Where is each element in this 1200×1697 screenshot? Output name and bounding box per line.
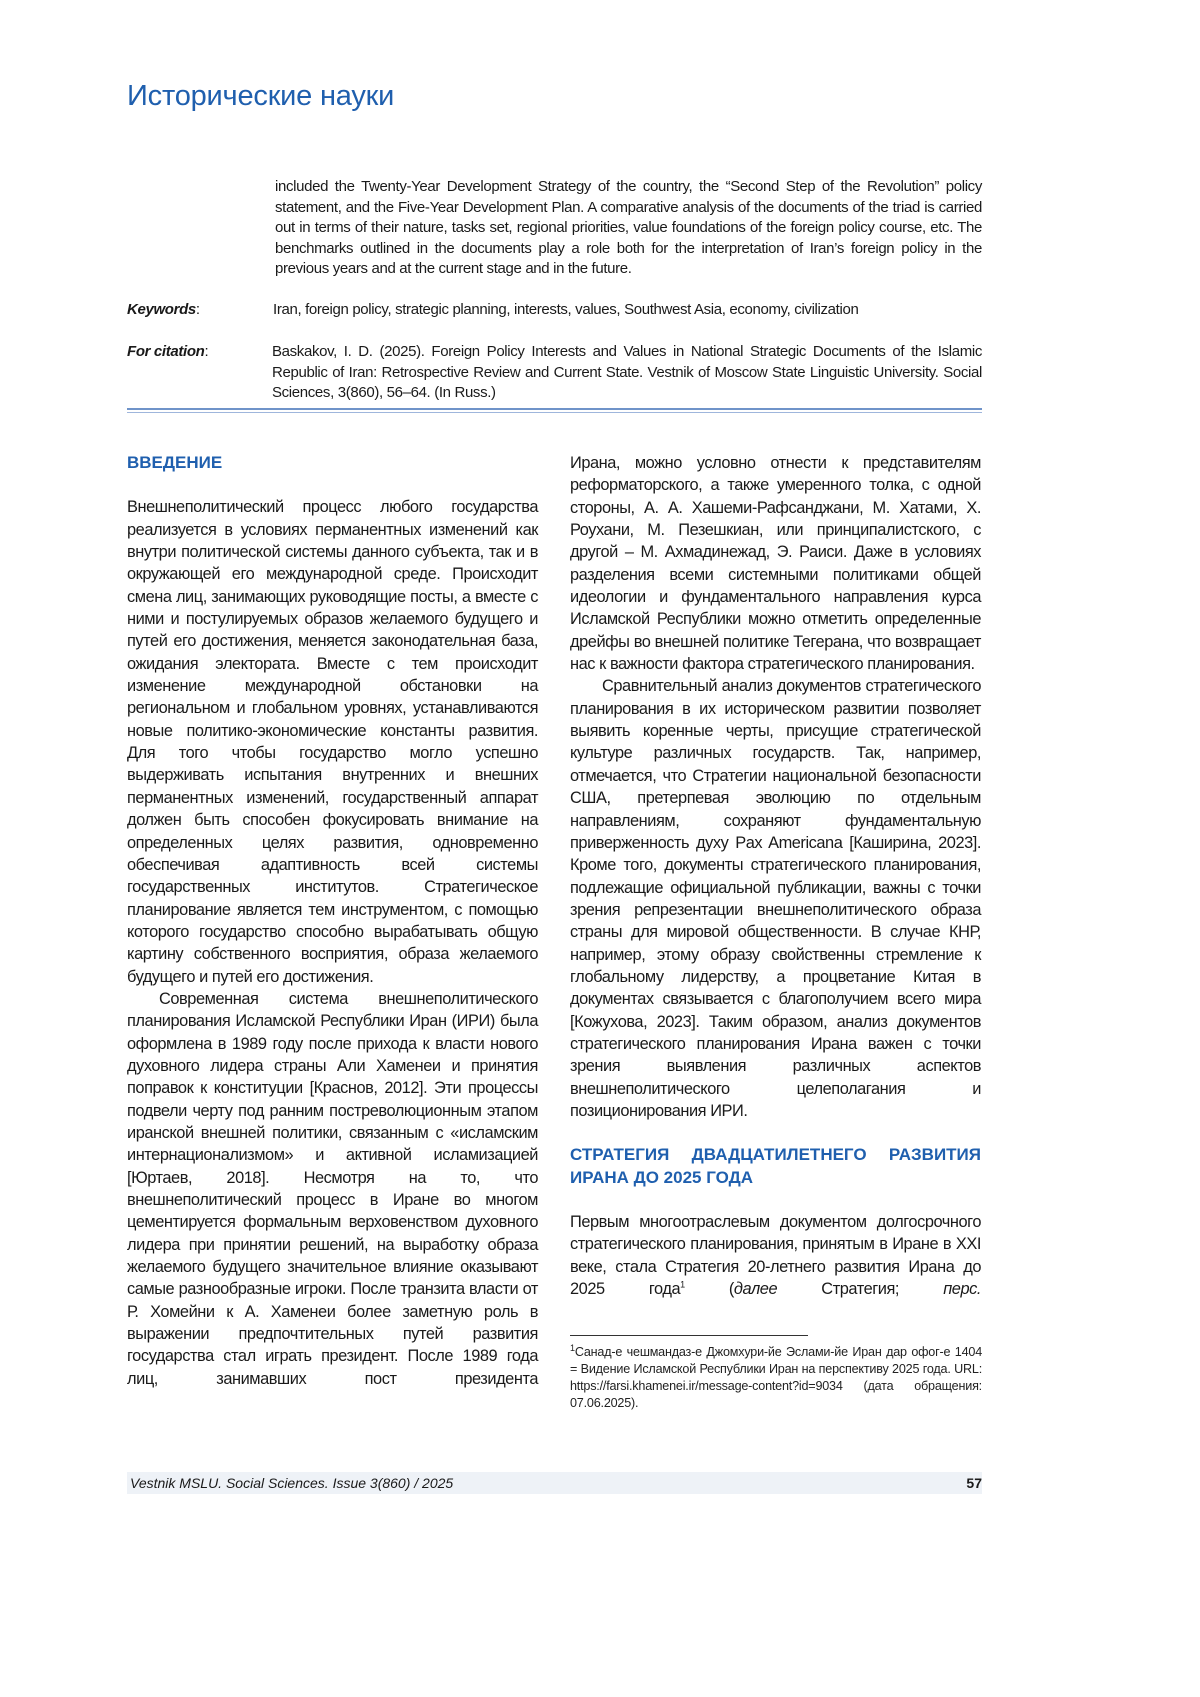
citation-row bbox=[127, 342, 982, 404]
citation-label: For citation: bbox=[127, 342, 208, 363]
keywords-label: Keywords: bbox=[127, 300, 200, 321]
abstract-text: included the Twenty-Year Development Strategy of the country, the “Second Step of the Revolution” policy statement, and the Five-Year Development Plan. A comparative analysis of the documents of the triad is carried out in terms of their nature, tasks set, regional priorities, value foundations of the foreign policy course, etc. The benchmarks outlined in the documents play a role both for the interpretation of Iran’s foreign policy in the previous years and at the current stage and in the future. bbox=[275, 177, 982, 280]
footnote-ref[interactable]: 1 bbox=[680, 1280, 685, 1290]
page-number: 57 bbox=[966, 1472, 982, 1494]
divider bbox=[127, 408, 982, 410]
paragraph: Первым многоотраслевым документом долгосрочного стратегического планирования, принятым в Иране в XXI веке, стала Стратегия 20-летнего развития Ирана до 2025 года1 (далее Стратегия; перс. bbox=[570, 1211, 981, 1300]
paragraph: Современная система внешнеполитического планирования Исламской Республики Иран (ИРИ) была оформлена в 1989 году после прихода к власти нового духовного лидера страны Али Хаменеи и принятия поправок к конституции [Краснов, 2012]. Эти процессы подвели черту под ранним постреволюционным этапом иранской внешней политики, связанным с «исламским интернационализмом» и активной исламизацией [Юртаев, 2018]. Несмотря на то, что внешнеполитический процесс в Иране во многом цементируется формальным верховенством духовного лидера при принятии решений, на выработку образа желаемого будущего значительное влияние оказывают самые разнообразные игроки. После транзита власти от Р. Хомейни к А. Хаменеи более заметную роль в выражении предпочтительных путей развития государства стал играть президент. После 1989 года лиц, занимавших пост президента bbox=[127, 988, 538, 1390]
citation-value: Baskakov, I. D. (2025). Foreign Policy Interests and Values in National Strategic Documents of the Islamic Republic of Iran: Retrospective Review and Current State. Vestnik of Moscow State Linguistic University. Social Sciences, 3(860), 56–64. (In Russ.) bbox=[272, 342, 982, 404]
keywords-row bbox=[127, 300, 982, 321]
paragraph: Ирана, можно условно отнести к представителям реформаторского, а также умеренного толка, с одной стороны, А. А. Хашеми-Рафсанджани, М. Хатами, Х. Роухани, М. Пезешкиан, или принципалистского, с другой – М. Ахмадинежад, Э. Раиси. Даже в условиях разделения всеми системными политиками общей идеологии и фундаментального направления курса Исламской Республики можно отметить определенные дрейфы во внешней политике Тегерана, что возвращает нас к важности фактора стратегического планирования. bbox=[570, 452, 981, 675]
section-title: Исторические науки bbox=[127, 80, 394, 113]
right-column bbox=[570, 452, 981, 1300]
heading-strategy: СТРАТЕГИЯ ДВАДЦАТИЛЕТНЕГО РАЗВИТИЯ ИРАНА ДО 2025 ГОДА bbox=[570, 1144, 981, 1189]
paragraph: Внешнеполитический процесс любого государства реализуется в условиях перманентных изменений как внутри политической системы данного субъекта, так и в окружающей его международной среде. Происходит смена лиц, занимающих руководящие посты, а вместе с ними и постулируемых образов желаемого будущего и путей его достижения, меняется законодательная база, ожидания электората. Вместе с тем происходит изменение международной обстановки на региональном и глобальном уровнях, устанавливаются новые политико-экономические константы развития. Для того чтобы государство могло успешно выдерживать испытания внутренних и внешних перманентных изменений, государственный аппарат должен быть способен фокусировать внимание на определенных целях развития, одновременно обеспечивая адаптивность всей системы государственных институтов. Стратегическое планирование является тем инструментом, с помощью которого государство способно вырабатывать общую картину собственного восприятия, образа желаемого будущего и путей его достижения. bbox=[127, 496, 538, 988]
heading-introduction: ВВЕДЕНИЕ bbox=[127, 452, 538, 474]
footnote: 1Санад-е чешмандаз-е Джомхури-йе Эслами-йе Иран дар офог-е 1404 = Видение Исламской Республики Иран на перспективу 2025 года. URL: https://farsi.khamenei.ir/message-content?id=9034 (дата обращения: 07.06.2025). bbox=[570, 1344, 982, 1412]
footer-journal: Vestnik MSLU. Social Sciences. Issue 3(860) / 2025 bbox=[130, 1472, 453, 1494]
footnote-divider bbox=[570, 1335, 808, 1336]
page-footer bbox=[127, 1472, 982, 1494]
paragraph: Сравнительный анализ документов стратегического планирования в их историческом развитии позволяет выявить коренные черты, присущие стратегической культуре различных государств. Так, например, отмечается, что Стратегии национальной безопасности США, претерпевая эволюцию по отдельным направлениям, сохраняют фундаментальную приверженность духу Pax Americana [Каширина, 2023]. Кроме того, документы стратегического планирования, подлежащие официальной публикации, важны с точки зрения репрезентации внешнеполитического образа страны для мировой общественности. В случае КНР, например, этому образу свойственны стремление к глобальному лидерству, а процветание Китая в документах связывается с благополучием всего мира [Кожухова, 2023]. Таким образом, анализ документов стратегического планирования Ирана важен с точки зрения выявления различных аспектов внешнеполитического целеполагания и позиционирования ИРИ. bbox=[570, 675, 981, 1122]
keywords-value: Iran, foreign policy, strategic planning, interests, values, Southwest Asia, economy, civilization bbox=[273, 300, 982, 321]
divider-thin bbox=[127, 412, 982, 413]
left-column bbox=[127, 452, 538, 1390]
